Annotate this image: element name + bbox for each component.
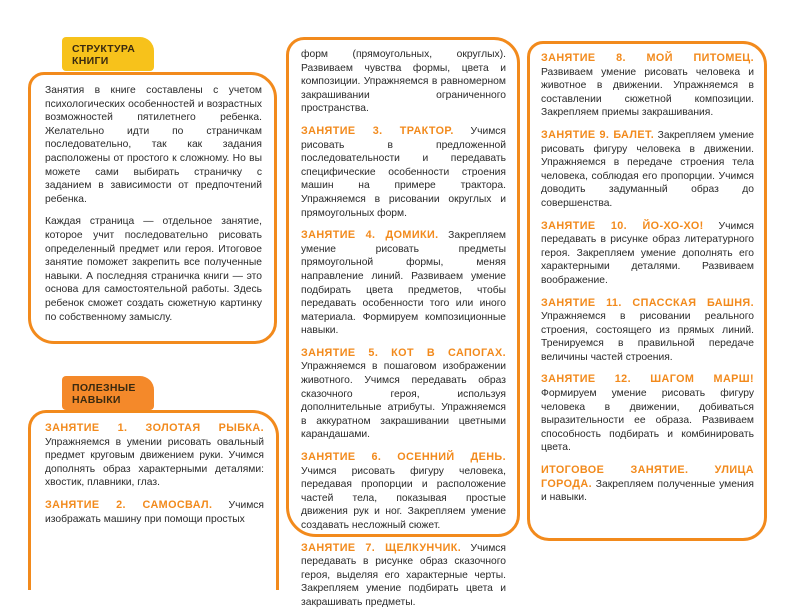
lesson-7 bbox=[301, 542, 506, 610]
lesson-12-title: ЗАНЯТИЕ 12. ШАГОМ МАРШ! bbox=[541, 373, 754, 386]
lesson-final bbox=[541, 464, 754, 505]
tag-structure bbox=[62, 37, 154, 71]
lesson-11-title: ЗАНЯТИЕ 11. СПАССКАЯ БАШНЯ. bbox=[541, 296, 754, 309]
lesson-9-text: Закрепляем умение рисовать фигуру человека в движении. Упражняемся в передаче строения тела человека, соблюдая его пропорции. Учимся доводить задуманный образ до совершенства. bbox=[541, 129, 754, 209]
lesson-2-text: Учимся изображать машину при помощи простых bbox=[45, 499, 264, 525]
lesson-5-text: Упражняемся в пошаговом изображении животного. Учимся передавать образ сказочного героя, используя дополнительные атрибуты. Упражняемся в аккуратном закрашивании цветными карандашами. bbox=[301, 361, 506, 441]
lesson-11-text: Упражняемся в рисовании реального строения, состоящего из прямых линий. Тренируемся в правильной передаче величины частей строения. bbox=[541, 311, 754, 363]
lesson-1 bbox=[45, 422, 264, 490]
lesson-5-title: ЗАНЯТИЕ 5. КОТ В САПОГАХ. bbox=[301, 346, 506, 359]
lesson-6 bbox=[301, 451, 506, 533]
lesson-10-title: ЗАНЯТИЕ 10. ЙО-ХО-ХО! bbox=[541, 219, 704, 232]
tag-skills bbox=[62, 376, 154, 410]
intro-box bbox=[28, 72, 277, 344]
intro-paragraph-1: Занятия в книге составлены с учетом психологических особенностей и возрастных возможностей пятилетнего ребенка. Желательно идти по страничкам последовательно, так как задания расположены от простого к сложному. Но вы можете сами выбирать страничку с заданием в зависимости от предпочтений ребенка. bbox=[45, 85, 262, 205]
lesson-7-text: Учимся передавать в рисунке образ сказочного героя, выделяя его характерные черты. Закрепляем умение подбирать цвета и закрашивать предметы. bbox=[301, 542, 506, 608]
lesson-9-title: ЗАНЯТИЕ 9. БАЛЕТ. bbox=[541, 128, 655, 141]
lesson-5 bbox=[301, 347, 506, 442]
lesson-2-title: ЗАНЯТИЕ 2. САМОСВАЛ. bbox=[45, 498, 213, 511]
lesson-4-text: Закрепляем умение рисовать предметы прямоугольной формы, меняя направление линий. Развиваем умение подбирать цвета предметов, чтобы передавать особенности того или иного материала. Формируем композиционные навыки. bbox=[301, 230, 507, 337]
lesson-1-text: Упражняемся в умении рисовать овальный предмет круговым движением руки. Учимся дополнять образ характерными деталями: хвостик, плавники, глаз. bbox=[45, 436, 264, 489]
lesson-2-continued: форм (прямоугольных, округлых). Развиваем чувства формы, цвета и композиции. Упражняемся в равномерном закрашивании ограниченного пространства. bbox=[301, 49, 506, 115]
lesson-6-text: Учимся рисовать фигуру человека, передавая пропорции и расположение частей тела, показывая простые движения рук и ног. Закрепляем умение создавать несложный сюжет. bbox=[301, 465, 506, 531]
tag-skills-line2: НАВЫКИ bbox=[72, 394, 121, 406]
col3-box bbox=[527, 41, 767, 541]
lesson-final-text: Закрепляем полученные умения и навыки. bbox=[541, 478, 754, 504]
lesson-12 bbox=[541, 373, 754, 455]
lesson-8-title: ЗАНЯТИЕ 8. МОЙ ПИТОМЕЦ. bbox=[541, 52, 754, 64]
col1-box bbox=[28, 410, 279, 590]
lesson-1-title: ЗАНЯТИЕ 1. ЗОЛОТАЯ РЫБКА. bbox=[45, 422, 264, 434]
lesson-3 bbox=[301, 125, 506, 220]
lesson-3-text: Учимся рисовать в предложенной последовательности и передавать специфические особенности строения машин на примере трактора. Упражняемся в рисовании округлых и прямоугольных форм. bbox=[301, 125, 506, 219]
lesson-3-title: ЗАНЯТИЕ 3. ТРАКТОР. bbox=[301, 124, 454, 137]
tag-skills-line1: ПОЛЕЗНЫЕ bbox=[72, 382, 136, 394]
lesson-8-text: Развиваем умение рисовать человека и животное в движении. Упражняемся в составлении сюжетной композиции. Закрепляем приемы закрашивания. bbox=[541, 66, 754, 119]
lesson-2 bbox=[45, 499, 264, 526]
tag-structure-line1: СТРУКТУРА bbox=[72, 43, 136, 55]
intro-paragraph-2: Каждая страница — отдельное занятие, которое учит последовательно рисовать определенный предмет или героя. Итоговое занятие поможет закрепить все полученные навыки. А последняя страничка книги — это основа для самостоятельной работы. Здесь ребенок сможет создать сюжетную картинку по собственному замыслу. bbox=[45, 216, 262, 323]
lesson-12-text: Формируем умение рисовать фигуру человека в движении, добиваться выразительности ее образа. Развиваем способность подбирать и комбинировать цвета. bbox=[541, 388, 754, 454]
lesson-8 bbox=[541, 52, 754, 120]
lesson-6-title: ЗАНЯТИЕ 6. ОСЕННИЙ ДЕНЬ. bbox=[301, 451, 506, 464]
lesson-4 bbox=[301, 229, 506, 338]
lesson-7-title: ЗАНЯТИЕ 7. ЩЕЛКУНЧИК. bbox=[301, 541, 462, 554]
lesson-9 bbox=[541, 129, 754, 211]
lesson-final-title: ИТОГОВОЕ ЗАНЯТИЕ. УЛИЦА ГОРОДА. bbox=[541, 464, 754, 490]
tag-structure-line2: КНИГИ bbox=[72, 55, 109, 67]
col2-box bbox=[286, 37, 520, 608]
lesson-4-title: ЗАНЯТИЕ 4. ДОМИКИ. bbox=[301, 229, 439, 242]
lesson-10-text: Учимся передавать в рисунке образ литературного героя. Закрепляем умение дополнять его характерными деталями. Развиваем воображение. bbox=[541, 220, 754, 286]
lesson-11 bbox=[541, 297, 754, 365]
lesson-10 bbox=[541, 220, 754, 288]
